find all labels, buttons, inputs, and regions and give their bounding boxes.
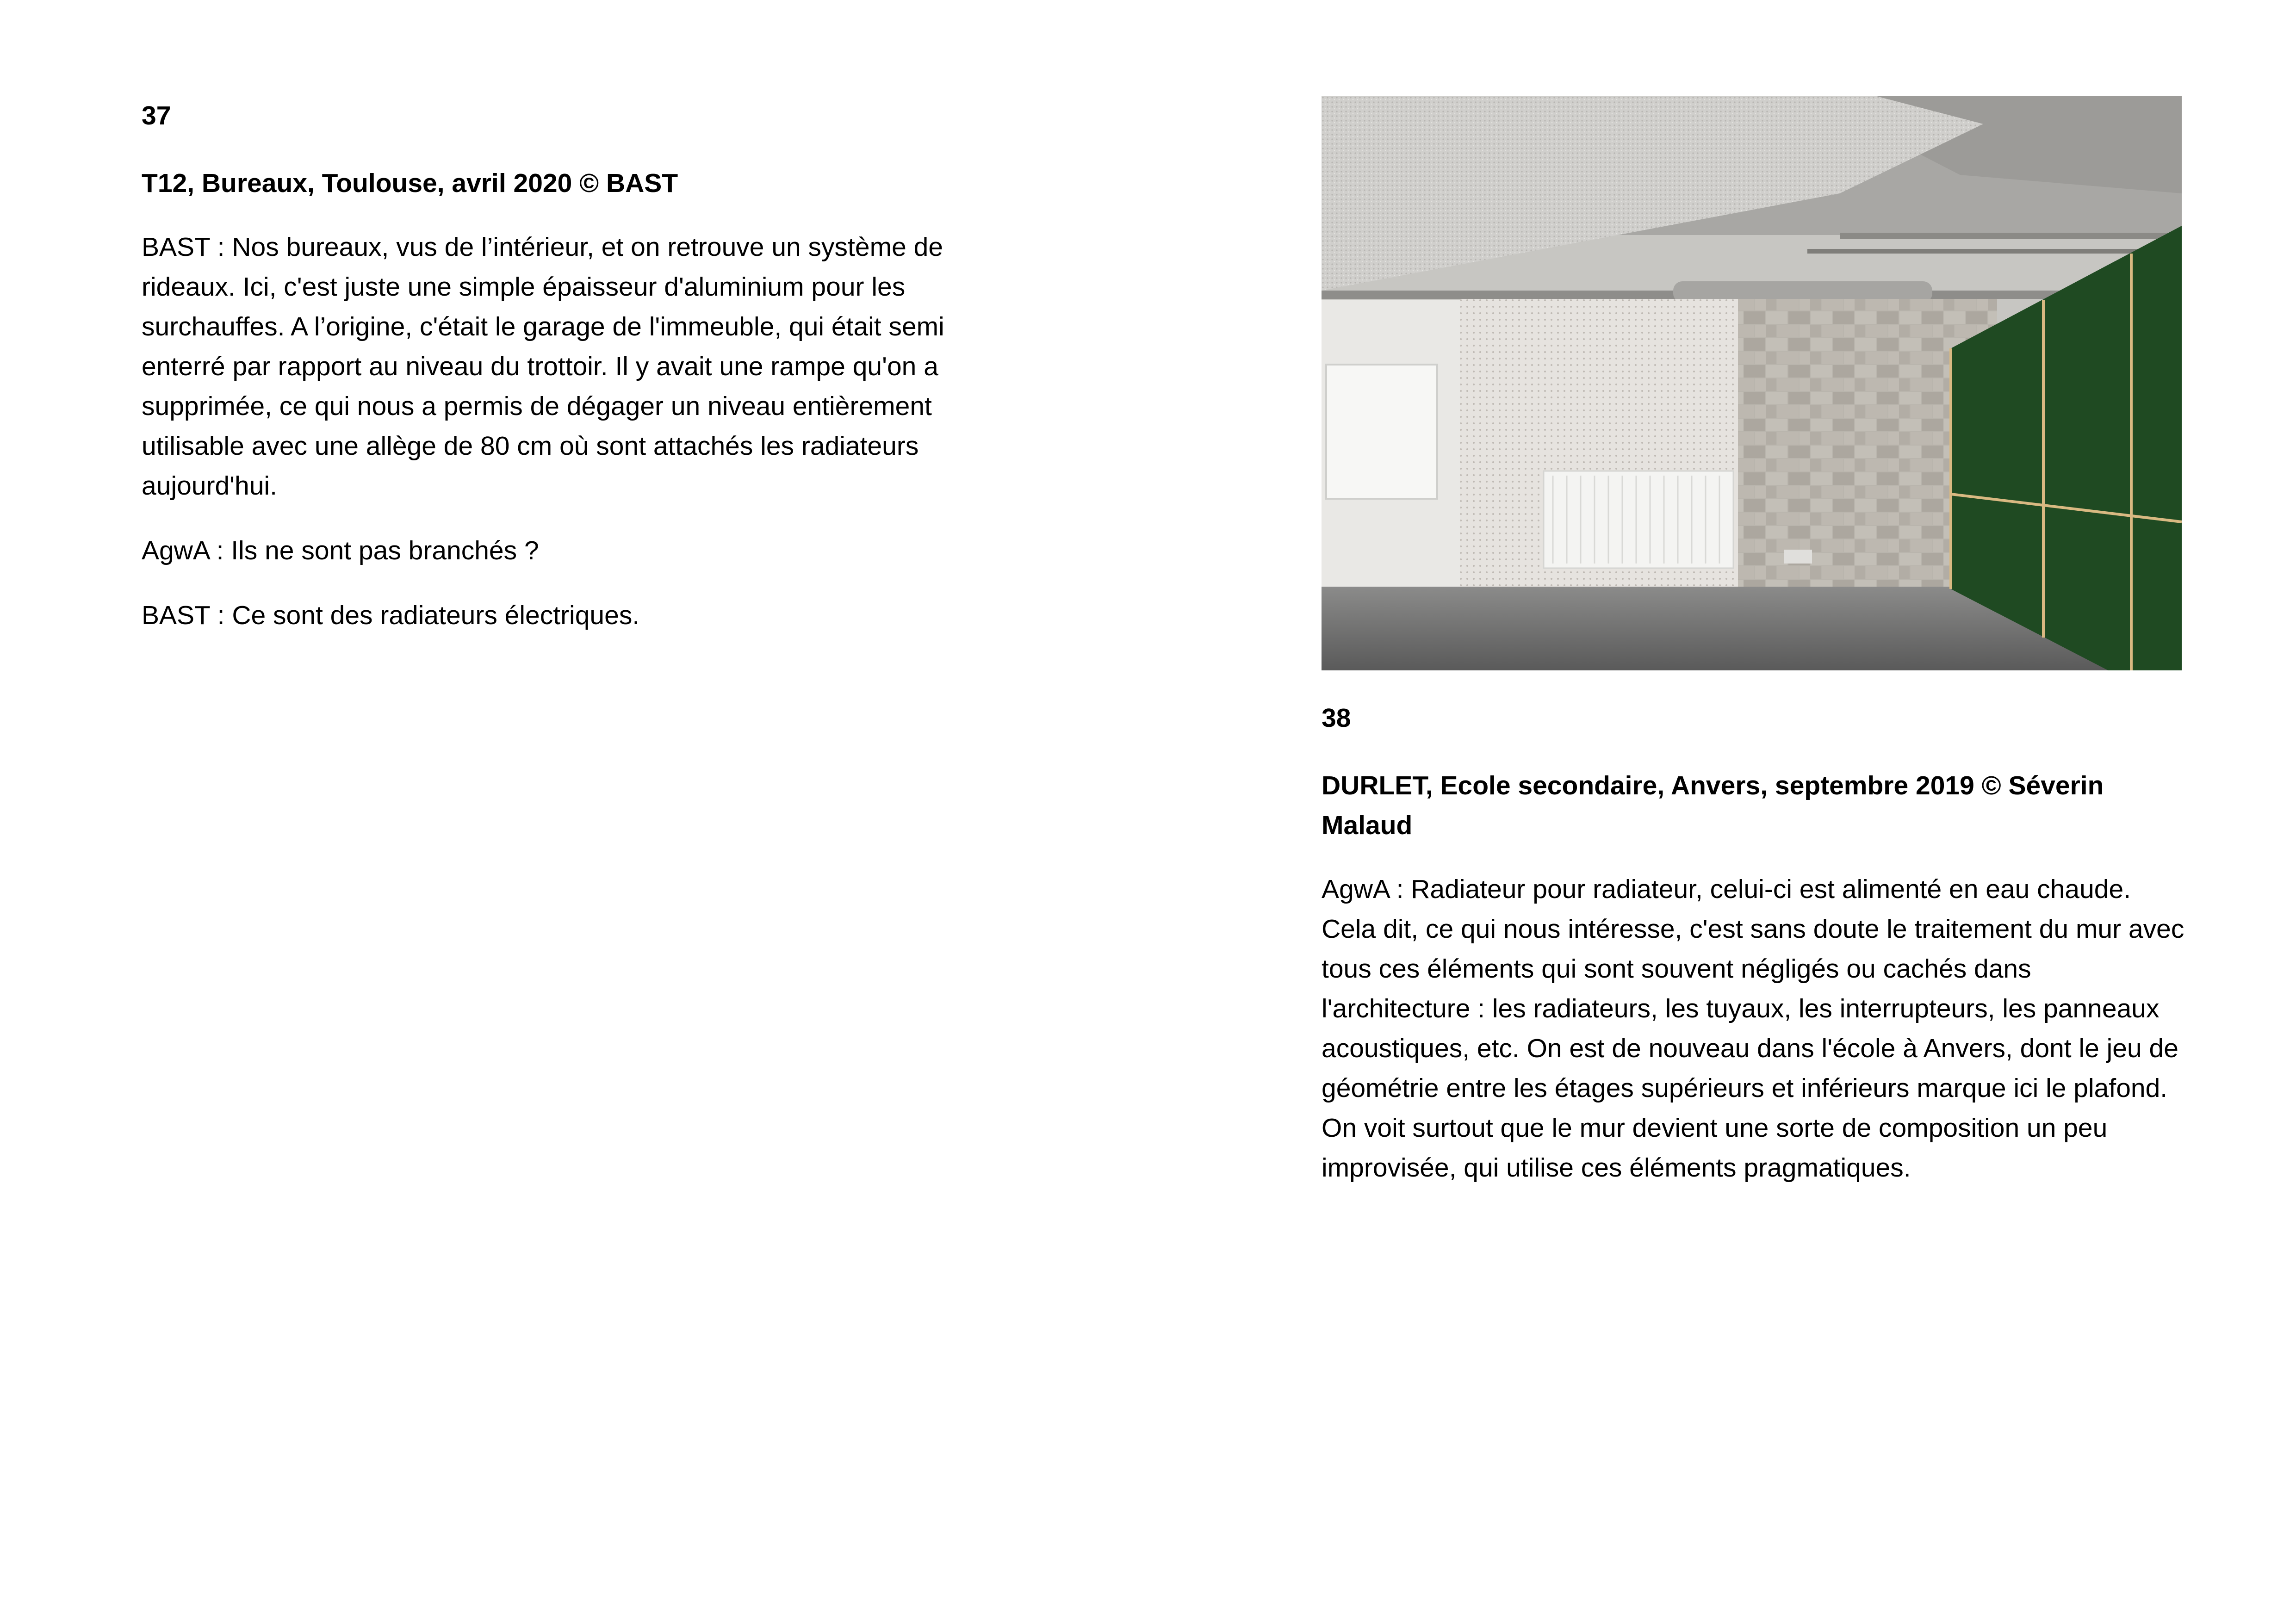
paragraph: BAST : Nos bureaux, vus de l’intérieur, et on retrouve un système de rideaux. Ici, c'est juste une simple épaisseur d'aluminium pour les surchauffes. A l’origine, c'était le garage de l'immeuble, qui était semi enterré par rapport au niveau du trottoir. Il y avait une rampe qu'on a supprimée, ce qui nous a permis de dégager un niveau entièrement utilisable avec une allège de 80 cm où sont attachés les radiateurs aujourd'hui.: [142, 232, 944, 501]
figure-number: 37: [142, 101, 171, 130]
figure-number: 38: [1322, 703, 1351, 733]
paragraph: BAST : Ce sont des radiateurs électriques.: [142, 601, 640, 630]
paragraph: AgwA : Ils ne sont pas branchés ?: [142, 536, 539, 565]
paragraph: AgwA : Radiateur pour radiateur, celui-ci est alimenté en eau chaude. Cela dit, ce qui nous intéresse, c'est sans doute le traitement du mur avec tous ces éléments qui sont souvent négligés ou cachés dans l'architecture : les radiateurs, les tuyaux, les interrupteurs, les panneaux acoustiques, etc. On est de nouveau dans l'école à Anvers, dont le jeu de géométrie entre les étages supérieurs et inférieurs marque ici le plafond. On voit surtout que le mur devient une sorte de composition un peu improvisée, qui utilise ces éléments pragmatiques.: [1322, 874, 2184, 1183]
figure-caption: T12, Bureaux, Toulouse, avril 2020 © BAST: [142, 168, 678, 198]
right-column: [1322, 96, 2184, 1213]
interior-photo: [1322, 96, 2182, 670]
left-column: [142, 99, 1021, 660]
figure-caption: DURLET, Ecole secondaire, Anvers, septembre 2019 © Séverin Malaud: [1322, 771, 2104, 840]
